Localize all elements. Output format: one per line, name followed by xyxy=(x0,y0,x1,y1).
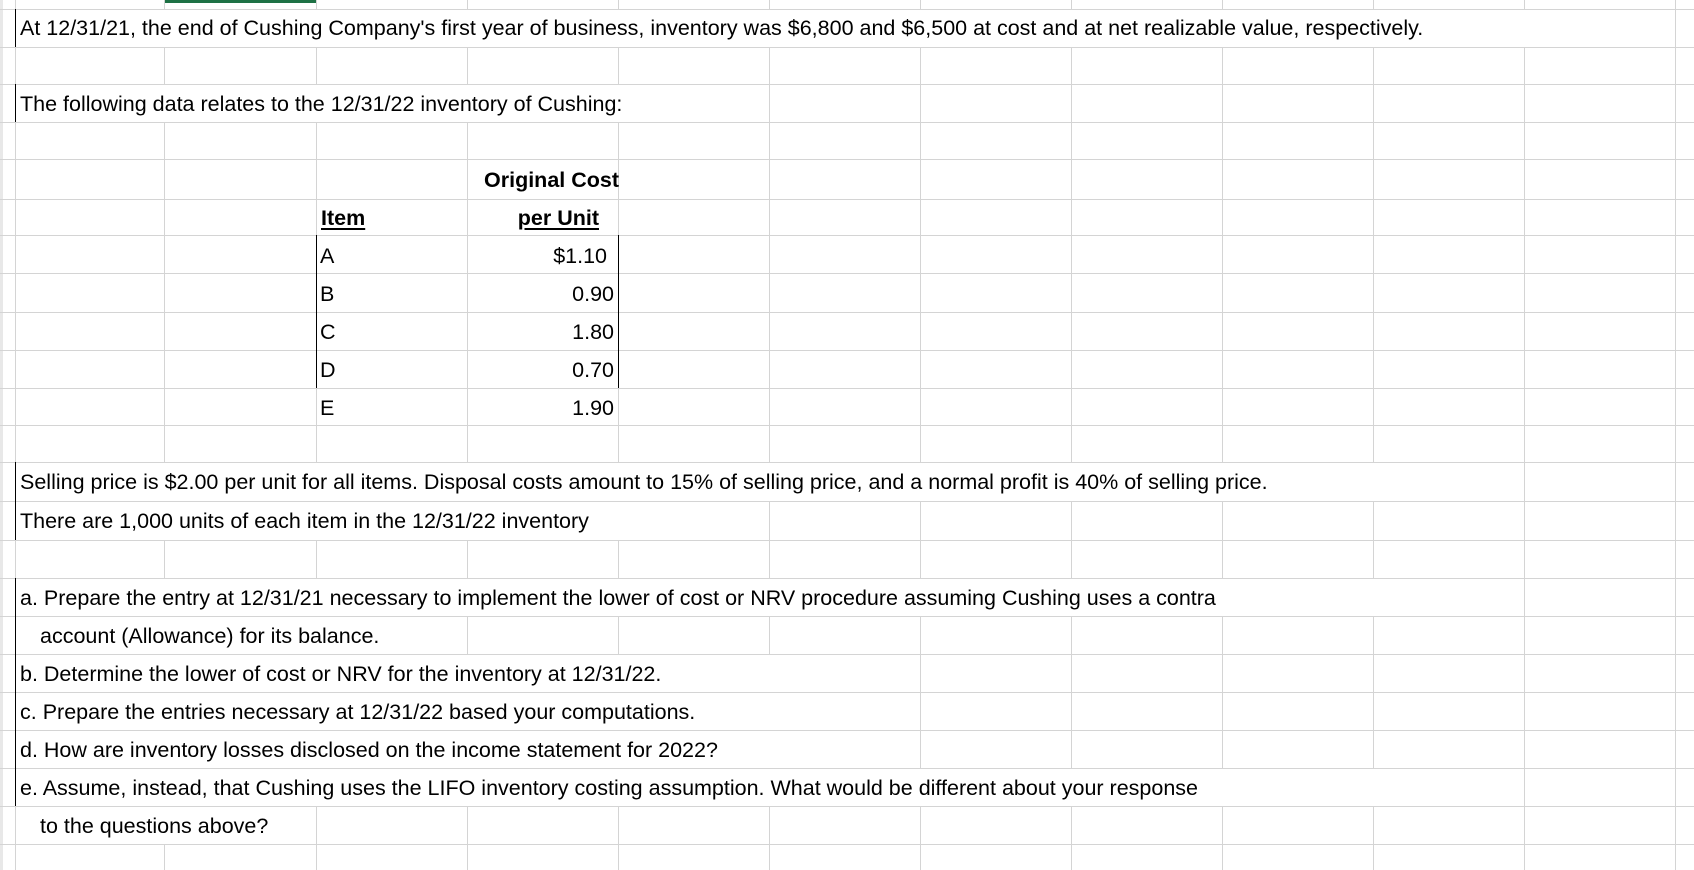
question-e-line2: to the questions above? xyxy=(40,814,269,838)
item-a: A xyxy=(320,244,335,268)
cost-header-line1: Original Cost xyxy=(484,168,619,192)
question-b: b. Determine the lower of cost or NRV for the inventory at 12/31/22. xyxy=(20,662,662,686)
question-c: c. Prepare the entries necessary at 12/31/22 based your computations. xyxy=(20,700,696,724)
row-header-edge xyxy=(0,0,3,870)
units-text: There are 1,000 units of each item in the 12/31/22 inventory xyxy=(20,509,589,533)
item-c: C xyxy=(320,320,336,344)
item-d: D xyxy=(320,358,336,382)
item-e: E xyxy=(320,396,335,420)
cost-header-line2: per Unit xyxy=(517,206,599,230)
question-e-line1: e. Assume, instead, that Cushing uses the LIFO inventory costing assumption. What would be different about your response xyxy=(20,776,1198,800)
item-header: Item xyxy=(321,206,366,230)
cost-e: 1.90 xyxy=(572,396,614,420)
cost-d: 0.70 xyxy=(572,358,614,382)
intro-text: At 12/31/21, the end of Cushing Company's first year of business, inventory was $6,800 and $6,500 at cost and at net realizable value, respectively. xyxy=(20,16,1424,40)
selected-column-indicator xyxy=(164,0,316,3)
cost-a: $1.10 xyxy=(553,244,607,268)
cost-c: 1.80 xyxy=(572,320,614,344)
item-b: B xyxy=(320,282,335,306)
question-a-line1: a. Prepare the entry at 12/31/21 necessary to implement the lower of cost or NRV procedure assuming Cushing uses a contra xyxy=(20,586,1216,610)
question-d: d. How are inventory losses disclosed on the income statement for 2022? xyxy=(20,738,718,762)
question-a-line2: account (Allowance) for its balance. xyxy=(40,624,380,648)
data-intro-text: The following data relates to the 12/31/22 inventory of Cushing: xyxy=(20,92,623,116)
cost-b: 0.90 xyxy=(572,282,614,306)
selling-price-text: Selling price is $2.00 per unit for all items. Disposal costs amount to 15% of selling price, and a normal profit is 40% of selling price. xyxy=(20,470,1268,494)
